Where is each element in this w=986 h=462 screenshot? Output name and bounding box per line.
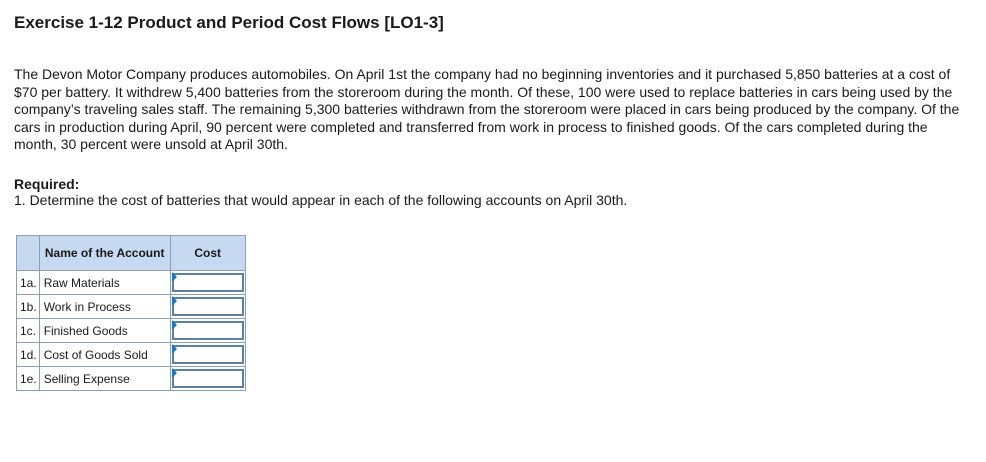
exercise-title: Exercise 1-12 Product and Period Cost Flows [LO1-3] <box>14 13 444 32</box>
work-in-process-cost-input[interactable] <box>172 297 244 316</box>
problem-statement: The Devon Motor Company produces automobiles. On April 1st the company had no beginning inventories and it purchased 5,850 batteries at a cost of $70 per battery. It withdrew 5,400 batteries from the storeroom during the month. Of these, 100 were used to replace batteries in cars being used by the company’s traveling sales staff. The remaining 5,300 batteries withdrawn from the storeroom were placed in cars being produced by the company. Of the cars in production during April, 90 percent were completed and transferred from work in process to finished goods. Of the cars completed during the month, 30 percent were unsold at April 30th. <box>14 66 960 152</box>
header-number-cell <box>17 236 40 271</box>
header-cost: Cost <box>170 236 245 271</box>
row-number: 1b. <box>17 295 40 319</box>
finished-goods-cost-input[interactable] <box>172 321 244 340</box>
input-marker-icon <box>172 320 177 330</box>
input-marker-icon <box>172 296 177 306</box>
raw-materials-cost-input[interactable] <box>172 273 244 292</box>
account-name: Finished Goods <box>39 319 170 343</box>
cost-cell <box>170 319 245 343</box>
required-item-1: 1. Determine the cost of batteries that would appear in each of the following accounts on April 30th. <box>14 192 628 208</box>
input-marker-icon <box>172 344 177 354</box>
row-number: 1c. <box>17 319 40 343</box>
row-number: 1a. <box>17 271 40 295</box>
input-marker-icon <box>172 368 177 378</box>
account-name: Work in Process <box>39 295 170 319</box>
row-number: 1d. <box>17 343 40 367</box>
row-number: 1e. <box>17 367 40 391</box>
table-row <box>17 295 246 319</box>
cost-cell <box>170 367 245 391</box>
account-name: Cost of Goods Sold <box>39 343 170 367</box>
table-row <box>17 319 246 343</box>
input-marker-icon <box>172 272 177 282</box>
selling-expense-cost-input[interactable] <box>172 369 244 388</box>
header-account-name: Name of the Account <box>39 236 170 271</box>
table-row <box>17 271 246 295</box>
cost-cell <box>170 271 245 295</box>
answer-table <box>16 235 246 391</box>
required-heading: Required: <box>14 176 80 192</box>
table-header-row <box>17 236 246 271</box>
account-name: Raw Materials <box>39 271 170 295</box>
table-row <box>17 367 246 391</box>
account-name: Selling Expense <box>39 367 170 391</box>
table-row <box>17 343 246 367</box>
cost-cell <box>170 295 245 319</box>
cost-of-goods-sold-cost-input[interactable] <box>172 345 244 364</box>
cost-cell <box>170 343 245 367</box>
